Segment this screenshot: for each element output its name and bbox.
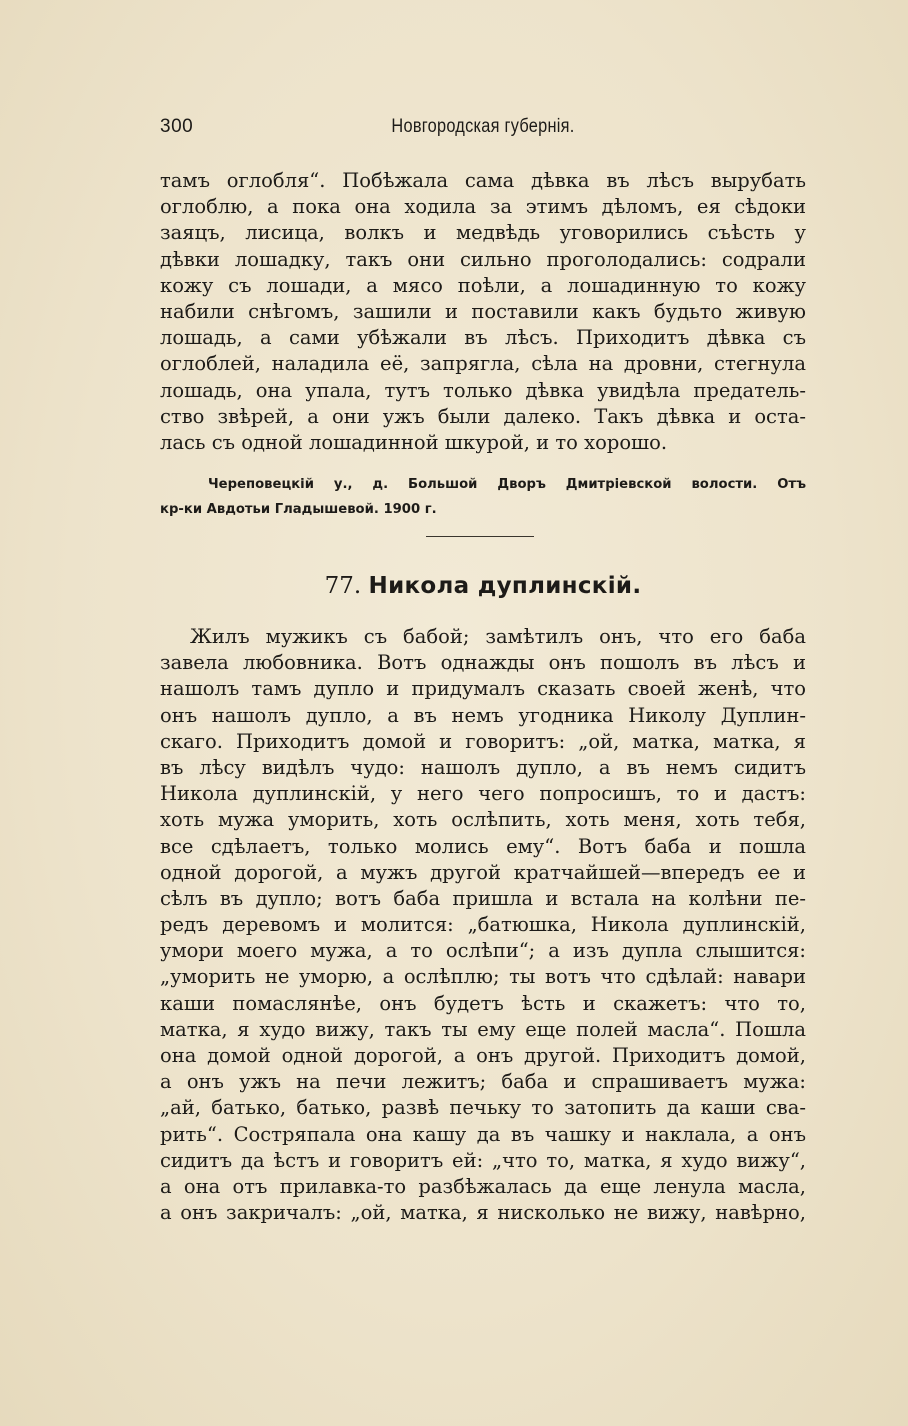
source-note-line: кр-ки Авдотьи Гладышевой. 1900 г. — [160, 502, 437, 517]
text-line: онъ нашолъ дупло, а въ немъ угодника Николу Дуплин- — [160, 703, 806, 727]
text-line: сѣлъ въ дупло; вотъ баба пришла и встала на колѣни пе- — [160, 886, 806, 910]
text-line: а онъ ужъ на печи лежитъ; баба и спрашиваетъ мужа: — [160, 1070, 806, 1094]
text-line: дѣвки лошадку, такъ они сильно проголодались: содрали — [160, 247, 806, 271]
text-line: Жилъ мужикъ съ бабой; замѣтилъ онъ, что его баба — [190, 625, 806, 648]
text-line: заяцъ, лисица, волкъ и медвѣдь уговорились съѣсть у — [160, 221, 806, 245]
text-line: рить“. Состряпала она кашу да въ чашку и наклала, а онъ — [160, 1122, 806, 1146]
section-divider — [426, 536, 534, 537]
text-line: а она отъ прилавка-то разбѣжалась да еще ленула масла, — [160, 1174, 806, 1198]
source-note-line: Череповецкій у., д. Большой Дворъ Дмитріевской волости. Отъ — [208, 477, 806, 492]
text-line: „уморить не уморю, а ослѣплю; ты вотъ что сдѣлай: навари — [160, 965, 806, 989]
text-line: оглоблю, а пока она ходила за этимъ дѣломъ, ея сѣдоки — [160, 195, 806, 219]
text-line: все сдѣлаетъ, только молись ему“. Вотъ баба и пошла — [160, 834, 806, 858]
text-line: лась съ одной лошадинной шкурой, и то хорошо. — [160, 430, 668, 454]
text-line: тамъ оглобля“. Побѣжала сама дѣвка въ лѣсъ вырубать — [160, 169, 806, 192]
text-line: набили снѣгомъ, зашили и поставили какъ будьто живую — [160, 299, 806, 323]
text-line: редъ деревомъ и молится: „батюшка, Никола дуплинскій, — [160, 913, 806, 937]
text-line: нашолъ тамъ дупло и придумалъ сказать своей женѣ, что — [160, 677, 806, 701]
text-line: въ лѣсу видѣлъ чудо: нашолъ дупло, а въ немъ сидитъ — [160, 755, 806, 779]
text-line: хоть мужа уморить, хоть ослѣпить, хоть меня, хоть тебя, — [160, 808, 806, 832]
text-line: Никола дуплинскій, у него чего попросишъ, то и дастъ: — [160, 782, 806, 806]
text-line: скаго. Приходитъ домой и говоритъ: „ой, матка, матка, я — [160, 729, 806, 753]
section-title: Никола дуплинскій. — [368, 573, 642, 599]
text-line: ство звѣрей, а они ужъ были далеко. Такъ дѣвка и оста- — [160, 404, 806, 428]
page-number: 300 — [160, 116, 194, 137]
text-line: сидитъ да ѣстъ и говоритъ ей: „что то, матка, я худо вижу“, — [160, 1148, 806, 1172]
section-number: 77. — [324, 573, 362, 599]
text-line: каши помаслянѣе, онъ будетъ ѣсть и скажетъ: что то, — [160, 991, 806, 1015]
paragraph-top — [160, 168, 806, 456]
running-title: Новгородская губернія. — [391, 116, 575, 137]
text-line: она домой одной дорогой, а онъ другой. Приходитъ домой, — [160, 1044, 806, 1067]
text-line: завела любовника. Вотъ однажды онъ пошолъ въ лѣсъ и — [160, 651, 806, 675]
text-line: одной дорогой, а мужъ другой кратчайшей—впередъ ее и — [160, 860, 806, 884]
text-line: а онъ закричалъ: „ой, матка, я нисколько не вижу, навѣрно, — [160, 1201, 806, 1225]
text-line: умори моего мужа, а то ослѣпи“; а изъ дупла слышится: — [160, 939, 806, 963]
paragraph-main — [160, 624, 806, 1226]
text-line: лошадь, она упала, тутъ только дѣвка увидѣла предатель- — [160, 378, 806, 402]
text-line: лошадь, а сами убѣжали въ лѣсъ. Приходитъ дѣвка съ — [160, 326, 806, 350]
text-line: „ай, батько, батько, развѣ печьку то затопить да каши сва- — [160, 1096, 806, 1120]
source-note — [160, 472, 806, 522]
text-line: кожу съ лошади, а мясо поѣли, а лошадинную то кожу — [160, 273, 806, 297]
text-line: матка, я худо вижу, такъ ты ему еще полей масла“. Пошла — [160, 1017, 806, 1041]
text-line: оглоблей, наладила её, запрягла, сѣла на дровни, стегнула — [160, 352, 806, 376]
page-header — [160, 116, 806, 144]
section-heading — [160, 571, 806, 601]
